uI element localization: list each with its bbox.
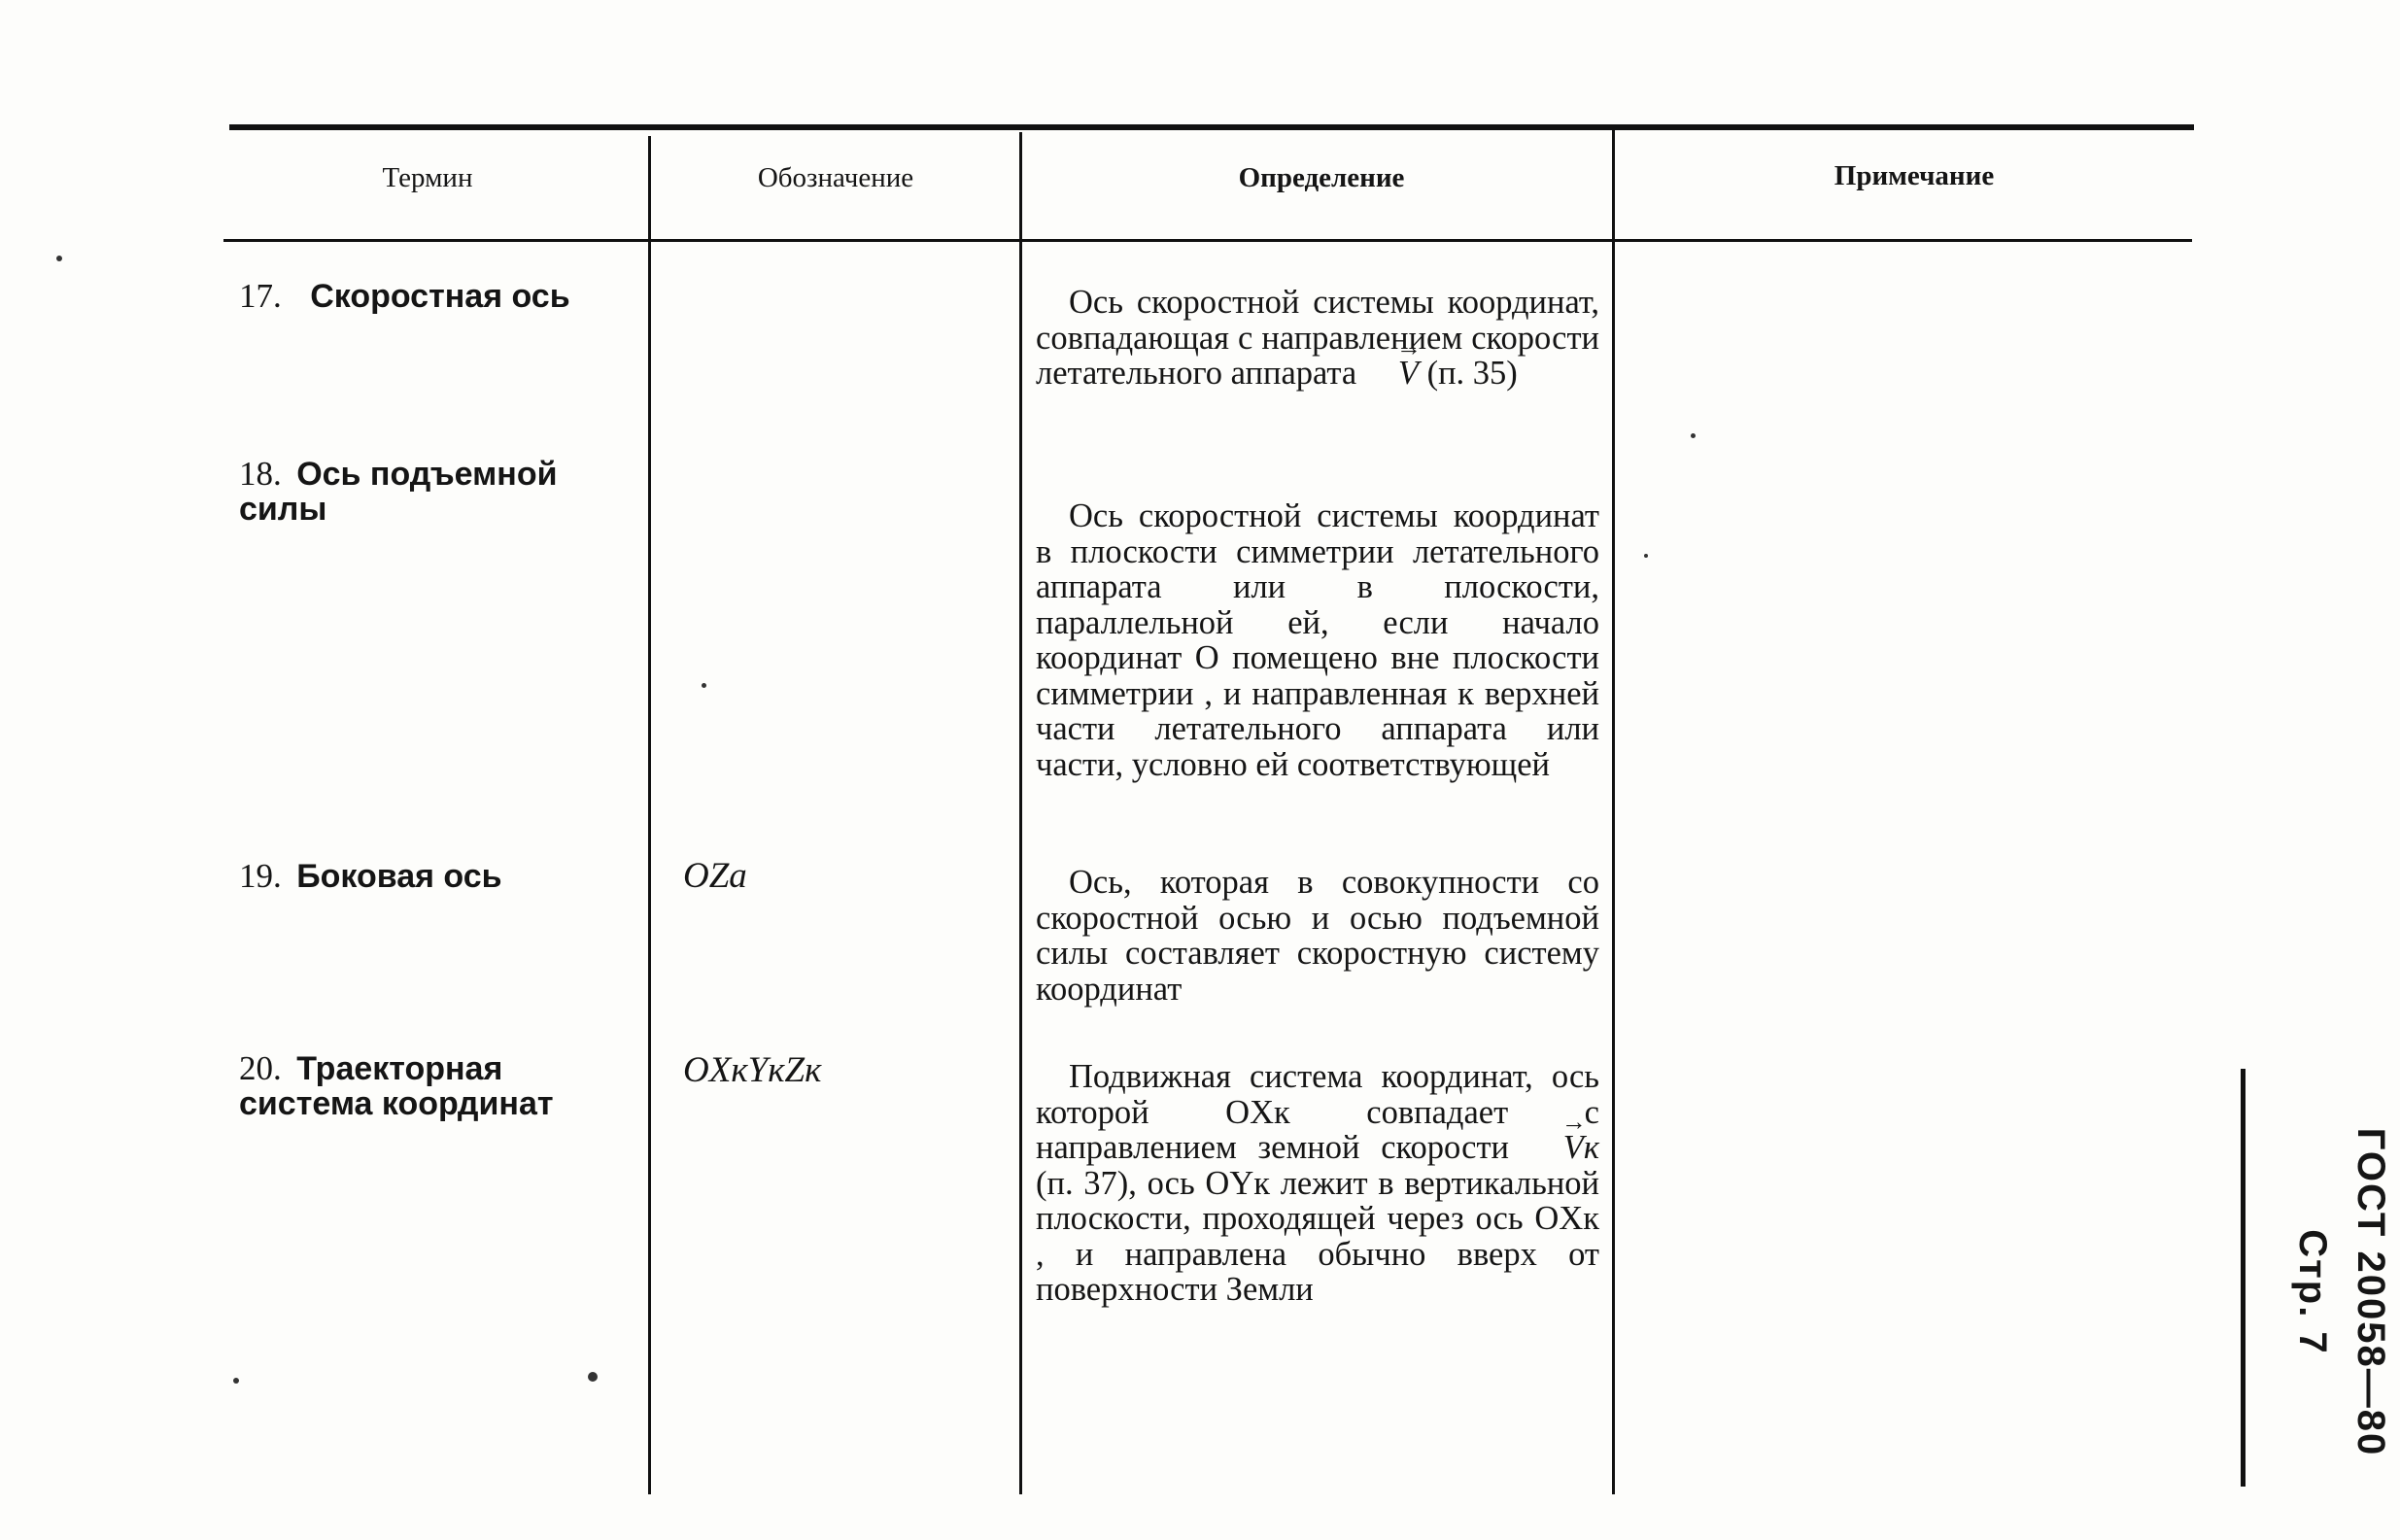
table-top-rule — [229, 124, 2194, 130]
term-19 — [239, 859, 637, 894]
vector-symbol: → Vк — [1530, 1130, 1599, 1166]
column-divider-1 — [648, 136, 651, 1494]
term-20 — [239, 1051, 637, 1121]
term-number: 20. — [239, 1049, 282, 1087]
definition-18: Ось скоростной системы координат в плоскости симметрии летательного аппарата или в плоскости, параллельной ей, если начало координат O помещено вне плоскости симметрии , и направленная к верхней части летательного аппарата или части, условно ей соответствующей — [1036, 497, 1599, 783]
term-17 — [239, 279, 637, 314]
page-label-rule — [2241, 1069, 2246, 1487]
header-definition: Определение — [1238, 162, 1405, 193]
designation-19: OZa — [683, 856, 747, 896]
column-divider-2 — [1019, 132, 1022, 1494]
header-term: Термин — [382, 162, 473, 193]
page-label: ГОСТ 20058—80 Стр. 7 — [2291, 1127, 2392, 1457]
term-text: Ось подъемной силы — [239, 456, 558, 528]
header-designation: Обозначение — [757, 162, 914, 193]
vector-symbol: → V — [1365, 356, 1419, 392]
definition-19: Ось, которая в совокупности со скоростной осью и осью подъемной силы составляет скоростную систему координат — [1036, 864, 1599, 1008]
definition-text: Ось скоростной системы координат, совпадающая с направлением скорости летательного аппарата — [1036, 284, 1599, 392]
definition-17 — [1036, 285, 1599, 392]
scan-speck — [56, 256, 62, 261]
term-text: Скоростная ось — [310, 278, 570, 315]
definition-text: Подвижная система координат, ось которой OXк совпадает с направлением земной скорости — [1036, 1058, 1599, 1166]
definition-20 — [1036, 1059, 1599, 1308]
column-divider-3 — [1612, 130, 1615, 1494]
term-text: Боковая ось — [296, 858, 502, 895]
definition-text-tail: (п. 37), ось OYк лежит в вертикальной плоскости, проходящей через ось OXк , и направлена обычно вверх от поверхности Земли — [1036, 1164, 1599, 1308]
term-18 — [239, 457, 637, 527]
header-note: Примечание — [1834, 160, 1995, 191]
definition-text-tail: (п. 35) — [1418, 355, 1518, 392]
scan-speck — [588, 1372, 598, 1382]
term-text: Траекторная система координат — [239, 1050, 554, 1122]
scan-speck — [1691, 433, 1696, 438]
designation-20: OXкYкZк — [683, 1050, 822, 1090]
scan-speck — [233, 1378, 239, 1384]
header-bottom-rule — [223, 239, 2192, 242]
term-number: 18. — [239, 455, 282, 493]
term-number: 19. — [239, 857, 282, 895]
scan-speck — [1644, 554, 1648, 558]
term-number: 17. — [239, 277, 282, 315]
scan-speck — [702, 683, 706, 688]
